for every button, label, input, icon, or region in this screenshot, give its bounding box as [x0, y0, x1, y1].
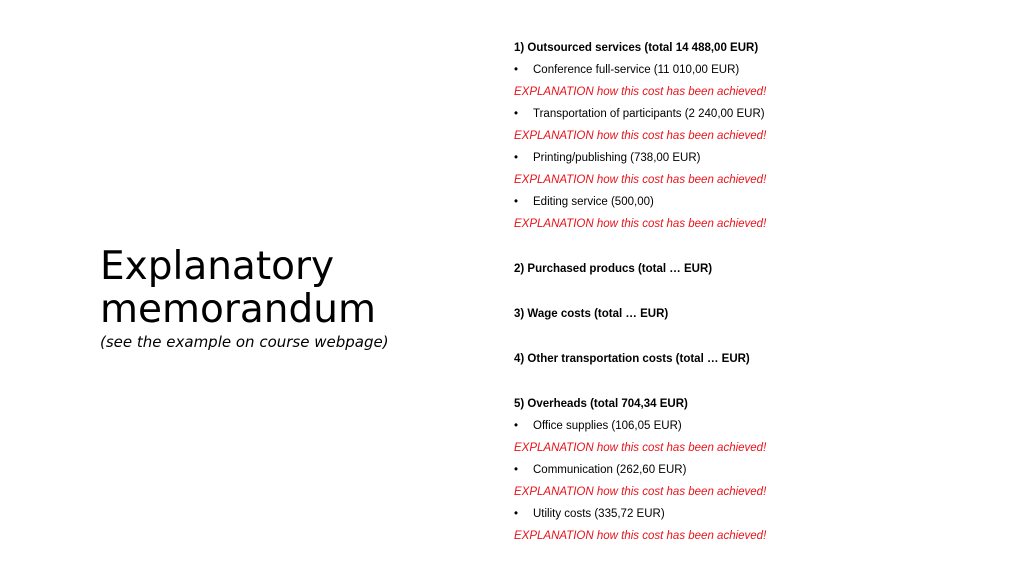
slide-subtitle: (see the example on course webpage): [100, 333, 389, 351]
bullet-icon: •: [514, 64, 519, 76]
explanation-note: EXPLANATION how this cost has been achieved!: [514, 530, 767, 542]
explanation-note: EXPLANATION how this cost has been achieved!: [514, 174, 767, 186]
list-item-conference: [514, 60, 1014, 82]
explanation-note: EXPLANATION how this cost has been achieved!: [514, 486, 767, 498]
section-heading-wage-costs: 3) Wage costs (total … EUR): [514, 308, 669, 320]
list-item-label: Office supplies (106,05 EUR): [533, 420, 682, 432]
section-heading-other-transportation: 4) Other transportation costs (total … EUR): [514, 353, 750, 365]
explanation-note: EXPLANATION how this cost has been achieved!: [514, 442, 767, 454]
list-item-label: Communication (262,60 EUR): [533, 464, 687, 476]
list-item-label: Editing service (500,00): [533, 196, 654, 208]
section-heading-purchased-products: 2) Purchased producs (total … EUR): [514, 263, 713, 275]
slide-title: [100, 245, 480, 331]
spacer: [514, 326, 1014, 349]
list-item-label: Conference full-service (11 010,00 EUR): [533, 64, 740, 76]
explanation-note: EXPLANATION how this cost has been achieved!: [514, 86, 767, 98]
section-heading-overheads: 5) Overheads (total 704,34 EUR): [514, 398, 688, 410]
content-list: [514, 38, 1014, 548]
spacer: [514, 236, 1014, 259]
section-heading-outsourced-services: 1) Outsourced services (total 14 488,00 EUR): [514, 42, 759, 54]
list-item-communication: [514, 460, 1014, 482]
spacer: [514, 281, 1014, 304]
spacer: [514, 371, 1014, 394]
list-item-editing: [514, 192, 1014, 214]
list-item-printing: [514, 148, 1014, 170]
list-item-transportation: [514, 104, 1014, 126]
list-item-office-supplies: [514, 416, 1014, 438]
slide-title-line-2: memorandum: [100, 287, 376, 332]
bullet-icon: •: [514, 152, 519, 164]
bullet-icon: •: [514, 108, 519, 120]
explanation-note: EXPLANATION how this cost has been achieved!: [514, 130, 767, 142]
list-item-label: Utility costs (335,72 EUR): [533, 508, 665, 520]
bullet-icon: •: [514, 508, 519, 520]
explanation-note: EXPLANATION how this cost has been achieved!: [514, 218, 767, 230]
title-block: [100, 245, 480, 352]
list-item-label: Transportation of participants (2 240,00 EUR): [533, 108, 765, 120]
bullet-icon: •: [514, 196, 519, 208]
list-item-label: Printing/publishing (738,00 EUR): [533, 152, 701, 164]
bullet-icon: •: [514, 464, 519, 476]
list-item-utility-costs: [514, 504, 1014, 526]
bullet-icon: •: [514, 420, 519, 432]
slide-title-line-1: Explanatory: [100, 244, 335, 289]
